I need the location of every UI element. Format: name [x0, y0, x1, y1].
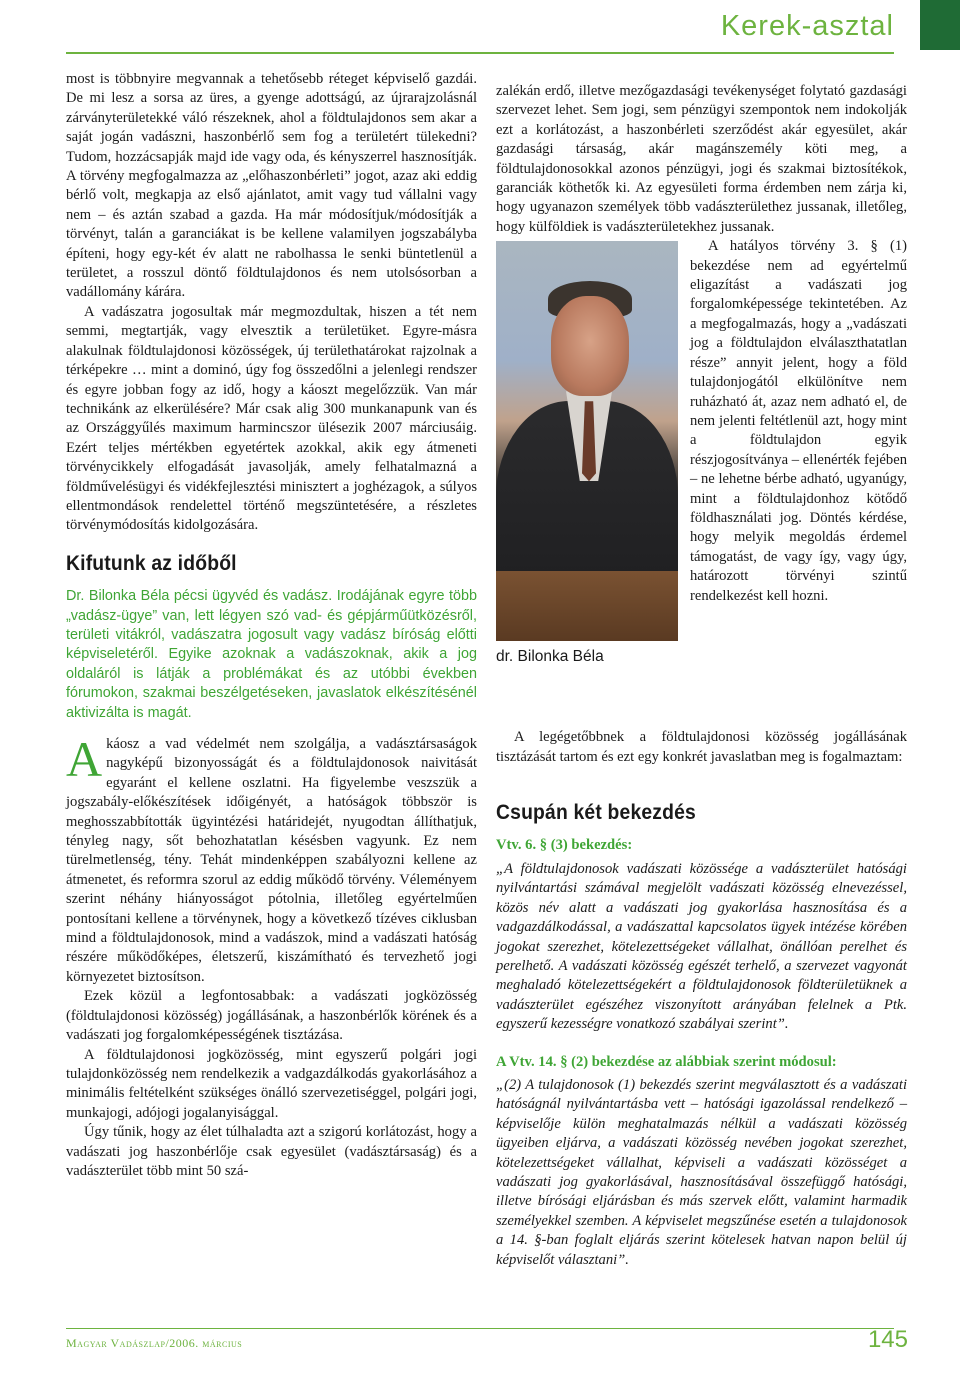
law1-heading: Vtv. 6. § (3) bekezdés: [496, 837, 633, 854]
photo-caption: dr. Bilonka Béla [496, 648, 604, 666]
section-header-title: Kerek-asztal [720, 10, 894, 42]
drop-cap: A [66, 731, 103, 787]
left-paragraph-2: A vadászatra jogosultak már megmozdultak, hiszen a tét nem semmi, megtartják, vagy elvesztik a területüket. Egyre-másra alakulnak földtulajdonosi közösségek, új területhatárokat rajzolnak a térképekre … mint a dominó, úgy fog összedőlni a jelenlegi rendszer és egyre jobban fogy az idő, hogy a káoszt megelőzzük. Van már technikánk az elkerülésére? Már csak alig 300 munkanapunk van és az Országgyűlés maximum harmincszor ülésezik 2007 márciusáig. Ezért teljes mértékben egyetértek azokkal, akik egy átmeneti törvénycikkely elfogadását javasolják, amely felhatalmazná a földművelésügyi és vidékfejlesztési minisztert a joghézagok, a súlyos ellentmondások rendelettel történő megszüntetésére, a részletes törvénymódosítás kidolgozására. [66, 303, 477, 534]
photo-table-shape [496, 571, 678, 641]
left-paragraph-3-text: káosz a vad védelmét nem szolgálja, a vadásztársaságok nagyképű bizonyosságát és a földtulajdonosok naivitását egyaránt el kellene oszlatni. Ha figyelembe veszszük a jogszabály-előkészítések időigényét, a hatóságok többször is meghosszabbították ügyintézési határidejét, nyugodtan állíthatjuk, tényleg nagy, sőt behozhatatlan késésben vagyunk. Ez nem türelmetlenség, tény. Tehát mindenképpen szabályozni kellene az átmenetet, és reformra szorul az eddig működő törvény. Véleményem szerint néhány hiányosságot pótolnia, illetőleg egyértelműen pontosítani kellene a törvénynek, hogy a következő tízéves ciklusban mind a földtulajdonosok, mind a vadászok, mind a vadászati hatóság részére működőképes, életszerű, kiszámítható és tervezhető jogi környezetet biztosítson. [66, 736, 477, 985]
right-paragraph-1: zalékán erdő, illetve mezőgazdasági tevékenységet folytató gazdasági szervezet lehet. Sem jogi, sem pénzügyi szempontok nem indokolják ezt a korlátozást, a haszonbérleti szerződést akár egyesület, akár gazdasági társaság, akár magánszemély köti meg, a földtulajdonosokkal azonos pénzügyi, jogi és szakmai biztosítékok, garanciák köthetők ki. Az egyesületi forma érdemben nem zárja ki, hogy ugyanazon személyek több vadászterülethez jussanak, illetőleg, hogy külföldiek is vadászterületekhez jussanak. [496, 83, 907, 235]
corner-decoration [920, 0, 960, 50]
law2-heading: A Vtv. 14. § (2) bekezdése az alábbiak szerint módosul: [496, 1053, 837, 1070]
right-paragraph-2: A hatályos törvény 3. § (1) bekezdése nem ad egyértelmű eligazítást a vadászati jog forgalomképessége tekintetében. Az a megfogalmazás, hogy a „vadászati jog a földtulajdon elválaszthatatlan része” annyit jelent, hogy a föld tulajdonjogától elkülönítve nem ruházható át, azaz nem adható el, de nem jelenti feltétlenül azt, hogy mint a földtulajdon egyik részjogosítványa – ellenérték fejében – ne lehetne bérbe adható, ugyanúgy, mint a földtulajdonhoz kötődő földhasználati jog. Döntés kérdése, hogy melyik megoldás érdemel támogatást, de vagy így, vagy úgy, határozott törvényi szintű rendelkezést kell hozni. [690, 238, 907, 604]
right-paragraph-3: A legégetőbbnek a földtulajdonosi közösség jogállásának tisztázását tartom és ezt egy konkrét javaslatban meg is fogalmaztam: [496, 729, 907, 765]
author-intro-name: Dr. Bilonka Béla pécsi ügyvéd és vadász. [66, 588, 333, 605]
section-title-kifutunk: Kifutunk az időből [66, 551, 237, 575]
right-column [496, 82, 907, 1270]
left-column [66, 70, 477, 1181]
left-paragraph-5: A földtulajdonosi jogközösség, mint egyszerű polgári jogi tulajdonközösség nem rendelkezik a vadgazdálkodás gyakorlásához a minimális feltételként szükséges önálló szervezetiséggel, polgári jogi, munkajogi, adójogi jogalanyisággal. [66, 1046, 477, 1121]
author-intro-text: Irodájának egyre több „vadász-ügye” van, lett légyen szó vad- és gépjárműütközésről, területi vitákról, vadászatra jogosult vagy vadász bíróság előtti képviseletéről. Egyike azoknak a vadászoknak, akik a jog oldaláról is látják a problémákat és az utóbbi években fórumokon, szakmai beszélgetéseken, javaslatok elkészítésénél aktivizálta is magát. [66, 588, 477, 721]
section-title-csupan: Csupán két bekezdés [496, 801, 696, 825]
portrait-image [496, 241, 678, 641]
footer-magazine: Magyar Vadászlap/2006. március [66, 1336, 243, 1350]
photo-face-shape [551, 296, 629, 396]
law1-text: „A földtulajdonosok vadászati közössége a vadászterület hatósági nyilvántartási számával megjelölt vadászati közösség elnevezéssel, közös név alatt a vadászati jog gyakorlása hasznosítása és a vadgazdálkodással, a vadászattal kapcsolatos ügyek intézése körében jogokat szerezhet, kötelezettségeket vállalhat, önállóan perelhet és perelhető. A vadászati közösség egészét terhelő, a szervezet vagyonát meghaladó kötelezettségekért a földtulajdonosok földterületüknek a vadászterület egészéhez viszonyított arányában felelnek a Ptk. egyszerű kezességre vonatkozó szabályai szerint”. [496, 860, 907, 1033]
left-paragraph-6: Úgy tűnik, hogy az élet túlhaladta azt a szigorú korlátozást, hogy a vadászati jog haszonbérlője csak egyesület (vadásztársaság) és a vadászterület több mint 50 szá- [66, 1124, 477, 1179]
left-paragraph-3 [66, 731, 477, 987]
portrait-photo [496, 241, 678, 724]
law2-text: „(2) A tulajdonosok (1) bekezdés szerint megválasztott és a vadászati hatóságnál nyilvántartásba vett – hatósági igazolással rendelkező – képviselője külön meghatalmazás nélkül a vadászati közösség ügyeiben eljárva, a vadászati közösség nevében jogokat szerezhet, kötelezettségeket vállalhat, képviseli a vadászati közösséget a vadászati jog gyakorlásával, hasznosításával összefüggő hatósági, illetve bírósági eljárásban és más szervek előtt, valamint harmadik személyekkel szemben. A képviselet megszűnése esetén a tulajdonosok a 14. §-ban foglalt eljárás szerint kötelesek hatvan napon belül új képviselőt választani”. [496, 1076, 907, 1268]
header-rule [66, 52, 894, 54]
left-paragraph-4: Ezek közül a legfontosabbak: a vadászati jogközösség (földtulajdonosi közösség) jogállásának, a haszonbérlők körének és a vadászati jog forgalomképességének tisztázása. [66, 988, 477, 1044]
left-paragraph-1: most is többnyire megvannak a tehetősebb réteget képviselő gazdái. De mi lesz a sorsa az üres, a gyenge adottságú, az újrarajzolásnál zárványterületekké váló részeknek, ahol a földtulajdonos sem akar a saját jogán vadászni, haszonbérlő sem fog a területért tülekedni? Tudom, hozzácsapják majd ide vagy oda, és kényszerrel hasznosítják. A törvény megfogalmazza az „előhaszonbérleti” jogot, azaz aki eddig bérlő volt, megkapja az első ajánlatot, amit vagy tud vállalni vagy nem – és aztán szabad a gazda. Ha már módosítjuk/módosítják a törvényt, talán a garanciákat is be kellene valamilyen jogszabályba építeni, hogy egy-két év alatt ne rabolhassa le senki büntetlenül a területet, a rosszul döntő földtulajdonos és nem utolsósorban a vadállomány kárára. [66, 71, 477, 301]
page-number: 145 [867, 1326, 908, 1353]
footer-rule [66, 1328, 894, 1329]
author-intro [66, 587, 477, 723]
